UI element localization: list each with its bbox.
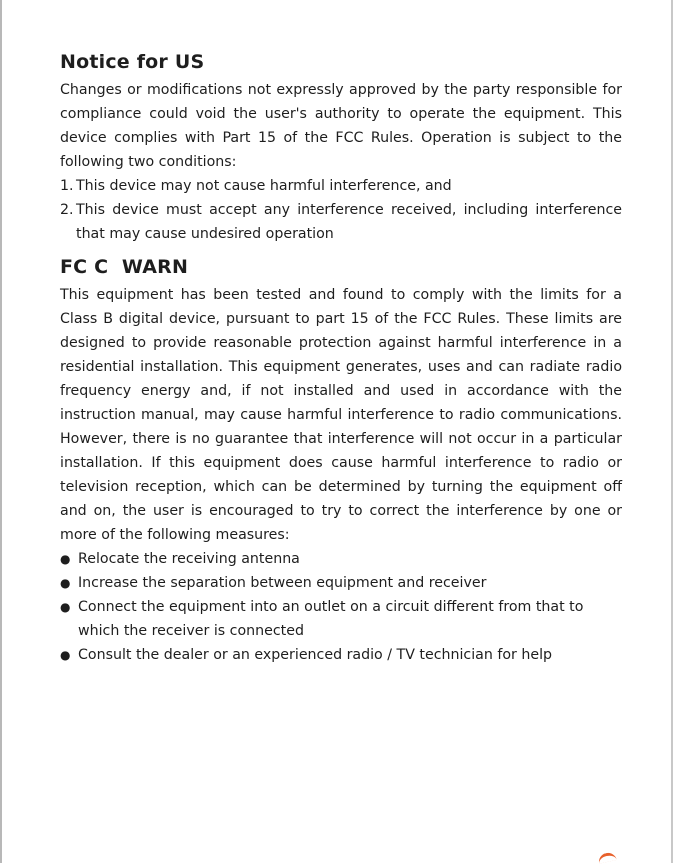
document-body bbox=[60, 50, 622, 667]
list-number: 2. bbox=[60, 202, 74, 218]
bullet-icon: ● bbox=[60, 552, 71, 566]
condition-text: This device must accept any interference received, including interference that may cause undesired operation bbox=[76, 202, 622, 242]
warn-heading: FC C WARN bbox=[60, 256, 189, 278]
list-item bbox=[60, 595, 622, 643]
warn-paragraph: This equipment has been tested and found to comply with the limits for a Class B digital device, pursuant to part 15 of the FCC Rules. These limits are designed to provide reasonable protection against harmful interference in a residential installation. This equipment generates, uses and can radiate radio frequency energy and, if not installed and used in accordance with the instruction manual, may cause harmful interference to radio communications. However, there is no guarantee that interference will not occur in a particular installation. If this equipment does cause harmful interference to radio or television reception, which can be determined by turning the equipment off and on, the user is encouraged to try to correct the interference by one or more of the following measures: bbox=[60, 287, 622, 543]
list-item bbox=[60, 198, 622, 246]
measures-list bbox=[60, 547, 622, 667]
notice-paragraph: Changes or modifications not expressly approved by the party responsible for compliance could void the user's authority to operate the equipment. This device complies with Part 15 of the FCC Rules. Operation is subject to the following two conditions: bbox=[60, 82, 622, 170]
list-item bbox=[60, 547, 622, 571]
list-item bbox=[60, 643, 622, 667]
bullet-icon: ● bbox=[60, 576, 71, 590]
condition-text: This device may not cause harmful interference, and bbox=[76, 178, 452, 194]
measure-text: Connect the equipment into an outlet on a circuit different from that to which the receiver is connected bbox=[78, 599, 584, 639]
list-item bbox=[60, 571, 622, 595]
conditions-list bbox=[60, 174, 622, 246]
bullet-icon: ● bbox=[60, 648, 71, 662]
measure-text: Consult the dealer or an experienced radio / TV technician for help bbox=[78, 647, 553, 663]
list-item bbox=[60, 174, 622, 198]
bullet-icon: ● bbox=[60, 600, 71, 614]
list-number: 1. bbox=[60, 178, 74, 194]
measure-text: Increase the separation between equipment and receiver bbox=[78, 575, 487, 591]
notice-heading: Notice for US bbox=[60, 51, 205, 73]
measure-text: Relocate the receiving antenna bbox=[78, 551, 300, 567]
